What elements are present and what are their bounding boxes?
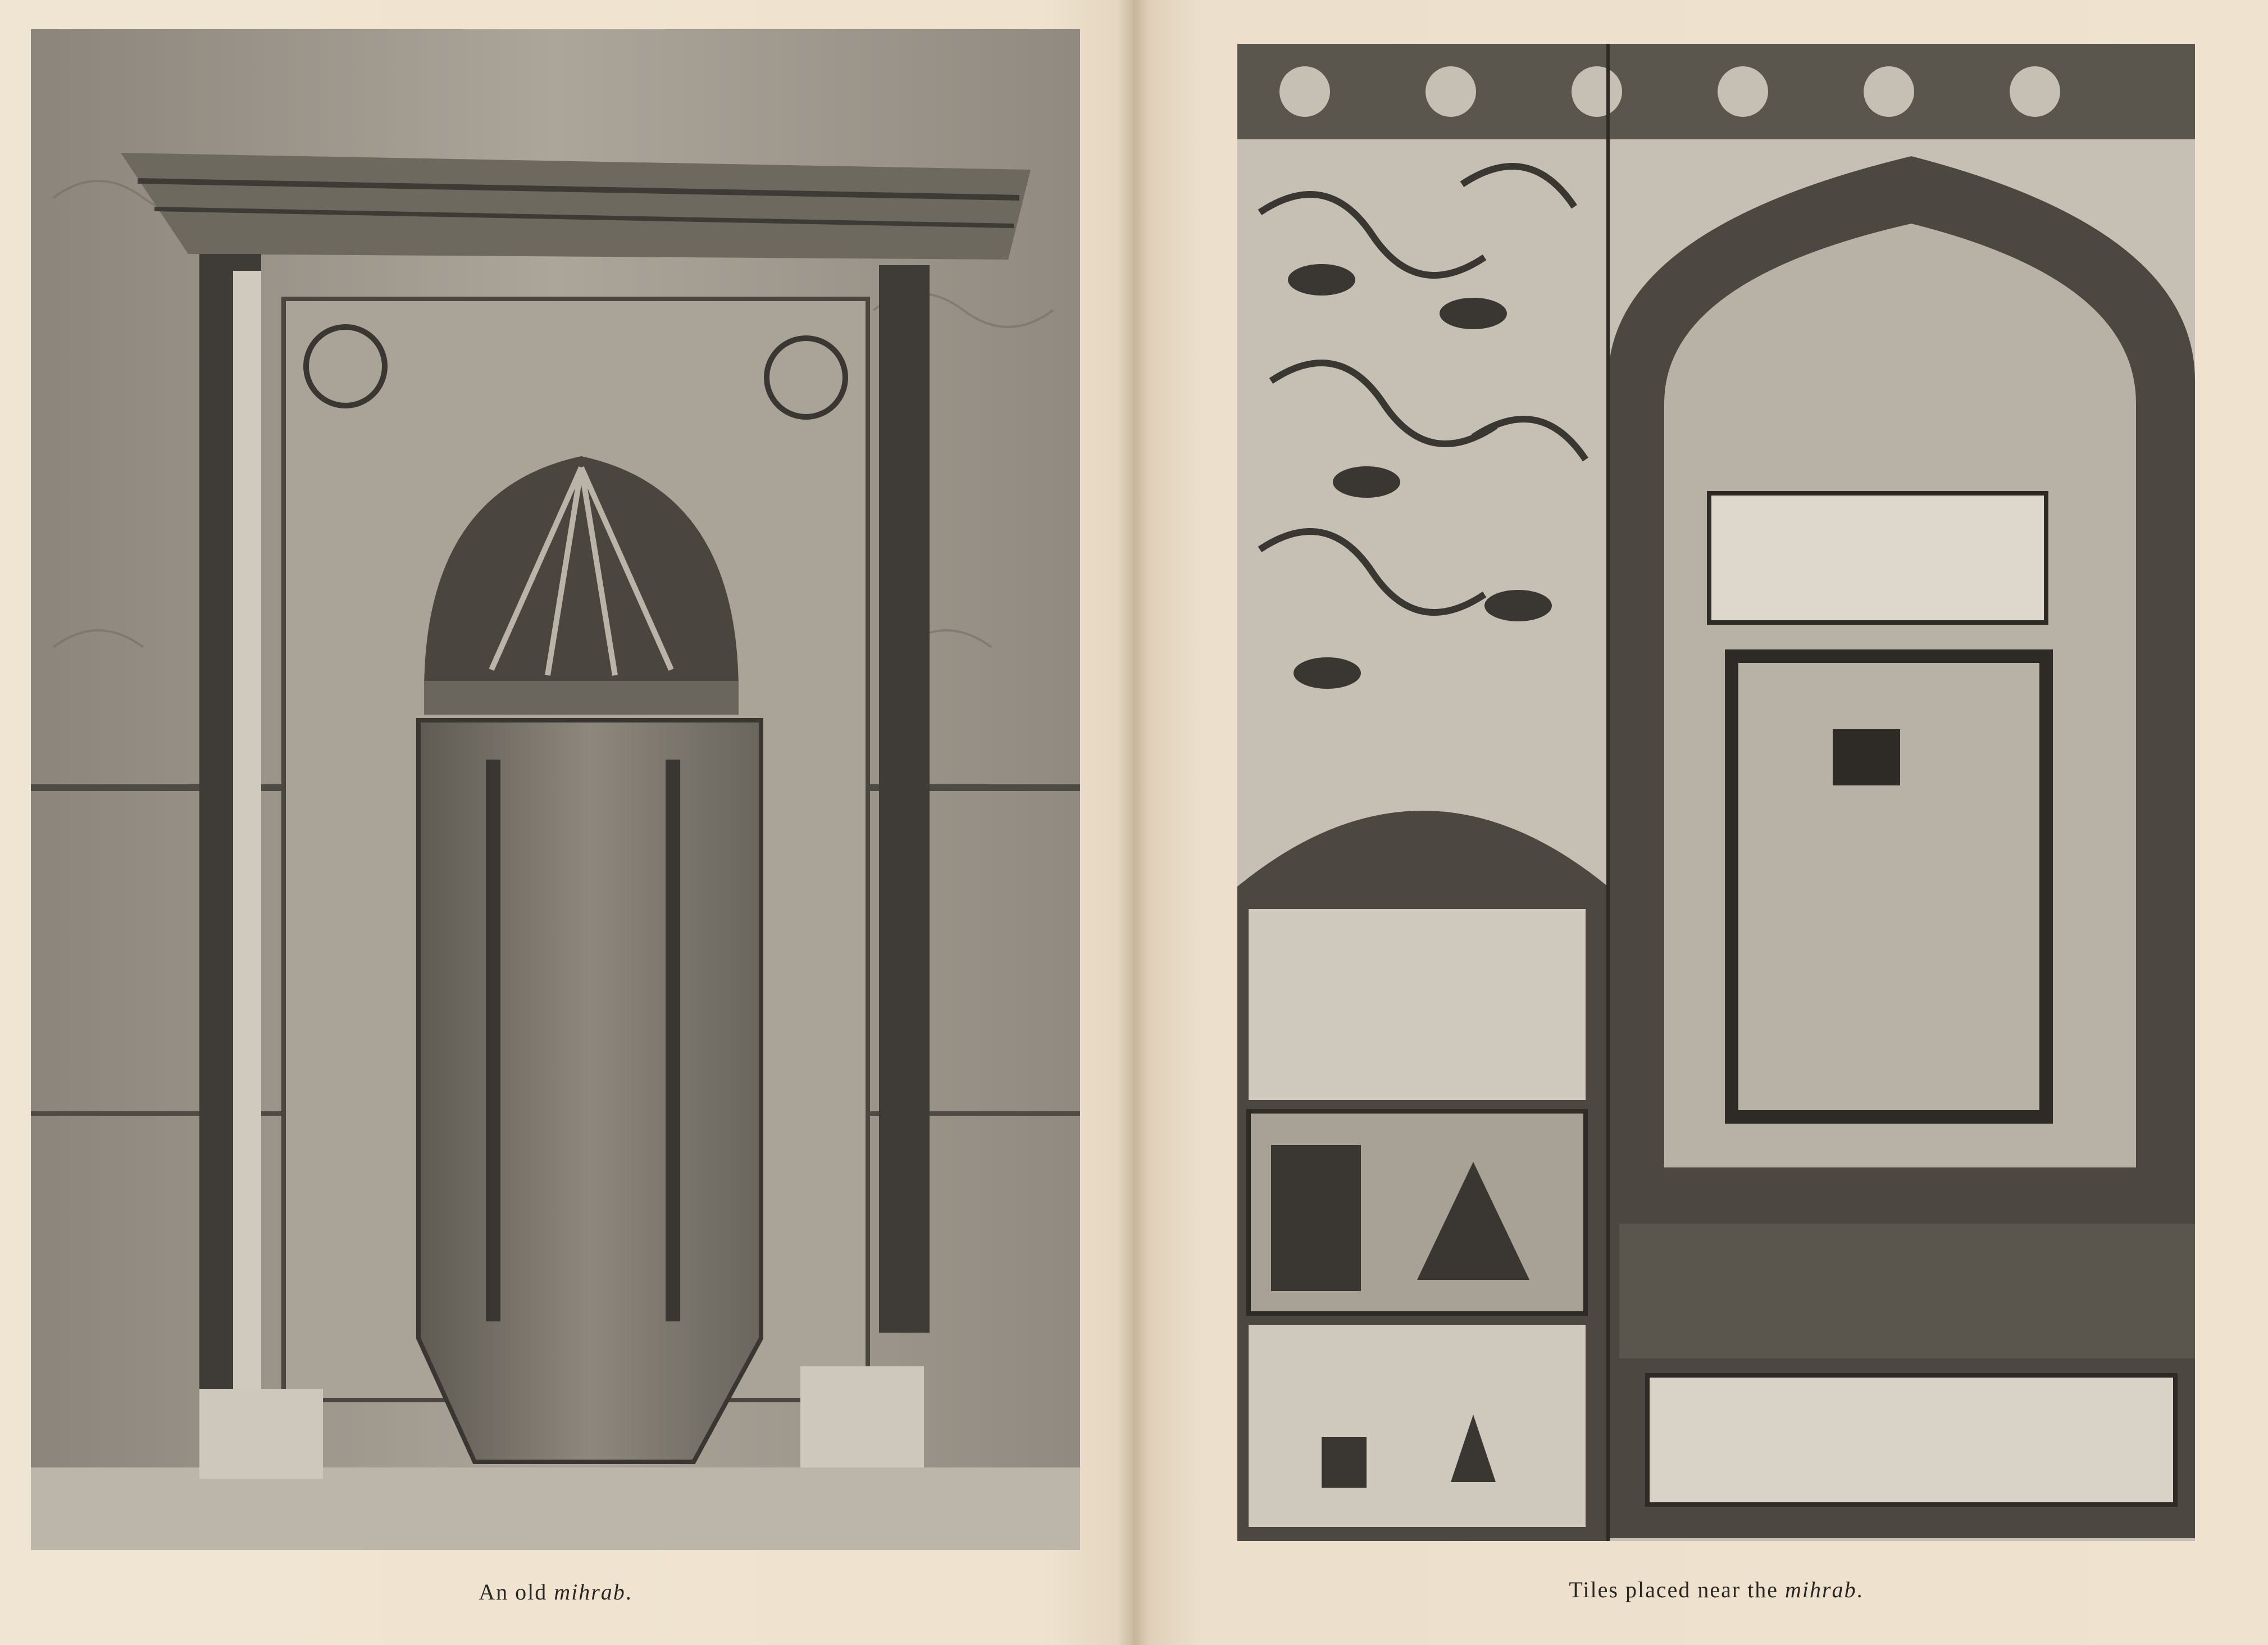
- right-caption-suffix: .: [1856, 1577, 1864, 1602]
- mihrab-illustration: [31, 29, 1080, 1550]
- left-caption-italic: mihrab: [554, 1579, 626, 1605]
- tiles-illustration: [1237, 44, 2195, 1541]
- mihrab-photo: [31, 29, 1080, 1550]
- left-caption: [31, 1579, 1080, 1605]
- right-caption-prefix: Tiles placed near the: [1569, 1577, 1779, 1602]
- tiles-photo: [1237, 44, 2195, 1541]
- left-caption-suffix: .: [625, 1579, 632, 1605]
- right-caption: [1237, 1576, 2195, 1603]
- right-caption-italic: mihrab: [1785, 1577, 1857, 1602]
- left-caption-prefix: An old: [479, 1579, 548, 1605]
- book-gutter: [1118, 0, 1149, 1645]
